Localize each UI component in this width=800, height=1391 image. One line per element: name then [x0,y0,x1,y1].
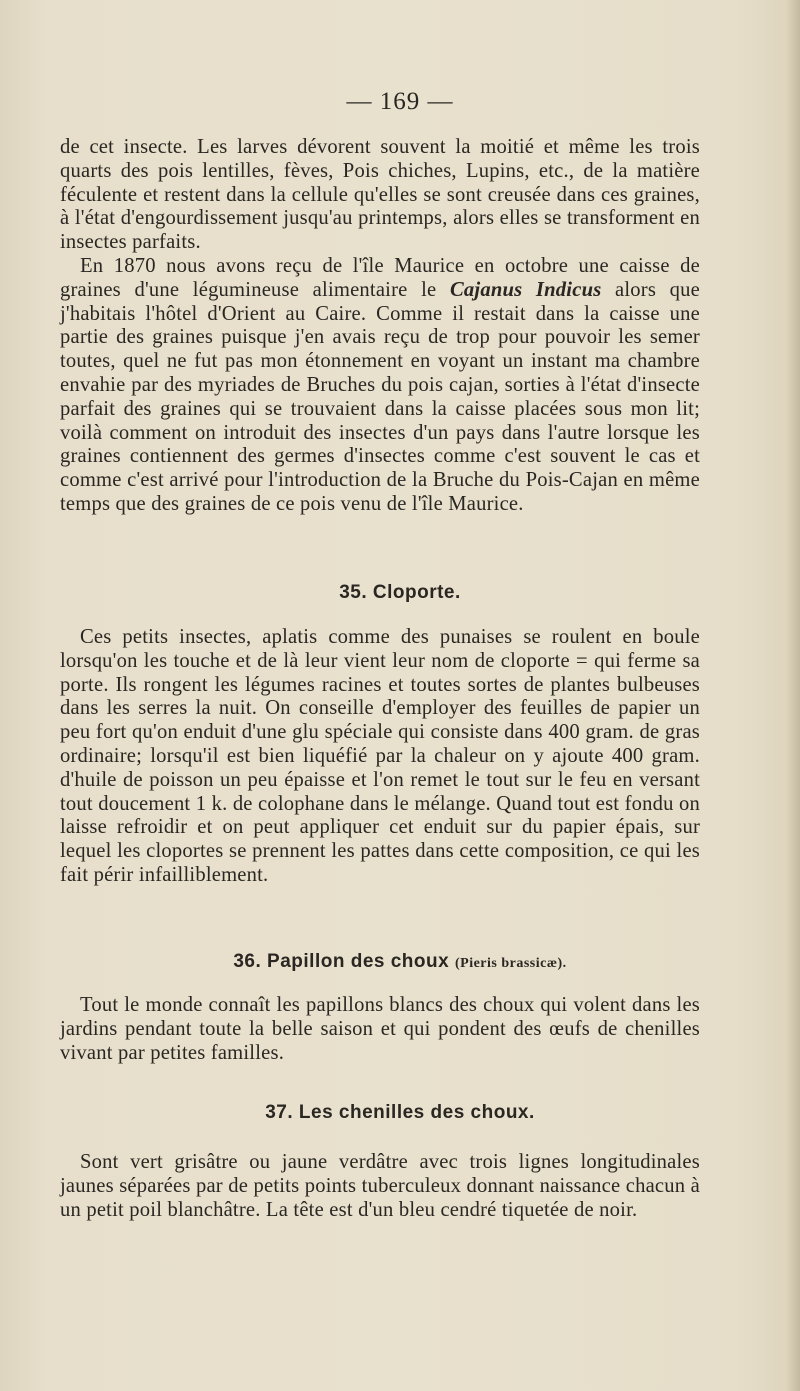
section-35-text-block [60,626,700,888]
heading-36-papillon [0,951,800,973]
intro-text [60,136,700,517]
page-edge-shadow [786,0,800,1391]
section-37-text-block [60,1151,700,1222]
paragraph-1870 [60,255,700,517]
heading-36-latin: (Pieris brassicæ). [454,956,567,971]
section-36-text-block [60,994,700,1065]
paragraph-larves: de cet insecte. Les larves dévorent souvent la moitié et même les trois quarts des pois lentilles, fèves, Pois chiches, Lupins, etc., de la matière féculente et restent dans la cellule qu'elles se sont creusée dans ces graines, à l'état d'engourdissement jusqu'au printemps, alors elles se transforment en insectes parfaits. [60,136,700,254]
paragraph-1870-start: En 1870 nous avons reçu de l'île Maurice en octobre une caisse de graines d'une légumineuse alimentaire le [60,254,700,301]
page-number: — 169 — [346,88,454,115]
species-name-cajanus: Cajanus Indicus [449,278,602,301]
paragraph-1870-end: alors que j'habitais l'hôtel d'Orient au Caire. Comme il restait dans la caisse une partie des graines puisque j'en avais reçu de trop pour pouvoir les semer toutes, quel ne fut pas mon étonnement en voyant un instant ma chambre envahie par des myriades de Bruches du pois cajan, sorties à l'état d'insecte parfait des graines qui se trouvaient dans la caisse placées sous mon lit; voilà comment on introduit des insectes d'un pays dans l'autre lorsque les graines contiennent des germes d'insectes comme c'est souvent le cas et comme c'est arrivé pour l'introduction de la Bruche du Pois-Cajan en même temps que des graines de ce pois venu de l'île Maurice. [60,278,700,515]
heading-37-chenilles: 37. Les chenilles des choux. [265,1102,535,1123]
paragraph-cloporte: Ces petits insectes, aplatis comme des punaises se roulent en boule lorsqu'on les touche et de là leur vient leur nom de cloporte = qui ferme sa porte. Ils rongent les légumes racines et toutes sortes de plantes bulbeuses dans les serres la nuit. On conseille d'employer des feuilles de papier un peu fort qu'on enduit d'une glu spéciale qui consiste dans 400 gram. de gras ordinaire; lorsqu'il est bien liquéfié par la chaleur on y ajoute 400 gram. d'huile de poisson un peu épaisse et l'on remet le tout sur le feu en versant tout doucement 1 k. de colophane dans le mélange. Quand tout est fondu on laisse refroidir et on peut appliquer cet enduit sur du papier épais, sur lequel les cloportes se prennent les pattes dans cette composition, ce qui les fait périr infailliblement. [60,626,700,886]
paragraph-papillon: Tout le monde connaît les papillons blancs des choux qui volent dans les jardins pendant toute la belle saison et qui pondent des œufs de chenilles vivant par petites familles. [60,994,700,1064]
heading-35-cloporte: 35. Cloporte. [339,582,461,603]
heading-36-title: 36. Papillon des choux [233,951,450,972]
paragraph-chenilles: Sont vert grisâtre ou jaune verdâtre avec trois lignes longitudinales jaunes séparées par de petits points tuberculeux donnant naissance chacun à un petit poil blanchâtre. La tête est d'un bleu cendré tiquetée de noir. [60,1151,700,1221]
